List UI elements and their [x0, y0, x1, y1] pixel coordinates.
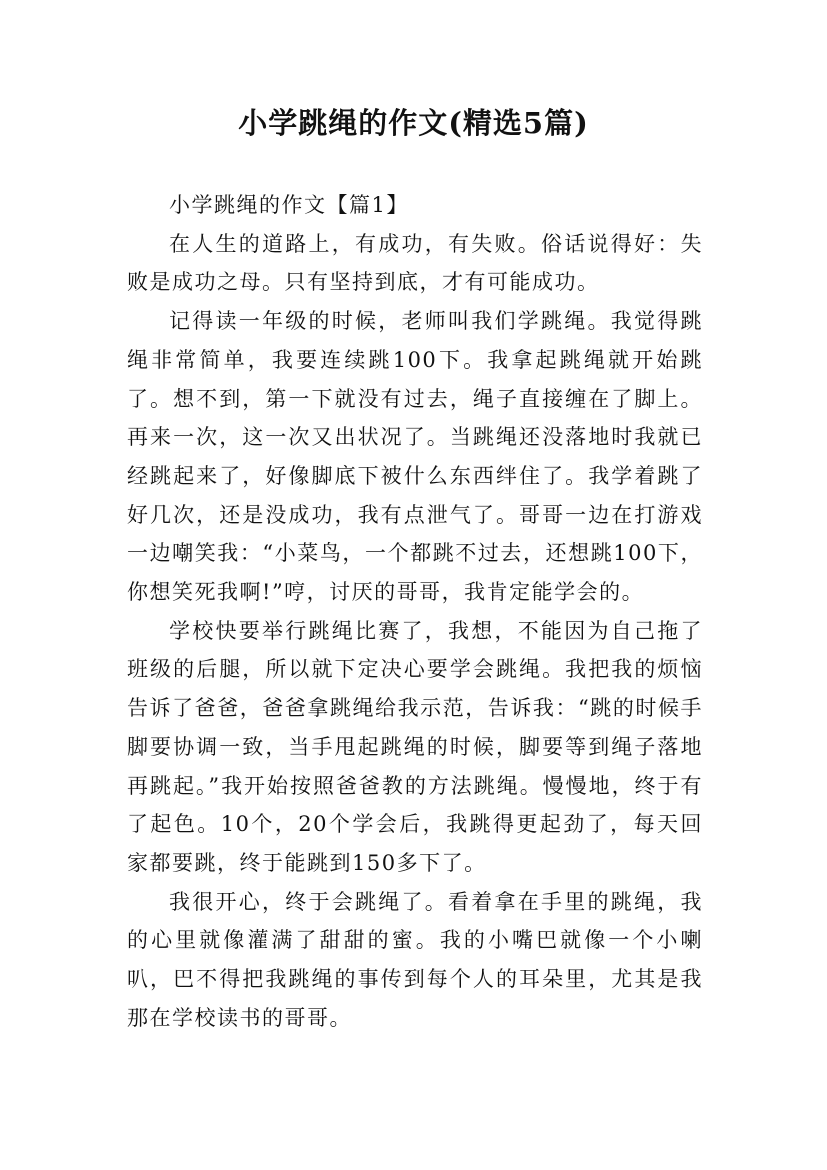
paragraph-2: 记得读一年级的时候，老师叫我们学跳绳。我觉得跳绳非常简单，我要连续跳100下。我拿起跳绳就开始跳了。想不到，第一下就没有过去，绳子直接缠在了脚上。再来一次，这一次又出状况了。当跳绳还没落地时我就已经跳起来了，好像脚底下被什么东西绊住了。我学着跳了好几次，还是没成功，我有点泄气了。哥哥一边在打游戏一边嘲笑我：“小菜鸟，一个都跳不过去，还想跳100下，你想笑死我啊!”哼，讨厌的哥哥，我肯定能学会的。: [127, 309, 703, 605]
paragraph-4: 我很开心，终于会跳绳了。看着拿在手里的跳绳，我的心里就像灌满了甜甜的蜜。我的小嘴巴就像一个小喇叭，巴不得把我跳绳的事传到每个人的耳朵里，尤其是我那在学校读书的哥哥。: [127, 889, 703, 1030]
paragraph-1: 在人生的道路上，有成功，有失败。俗话说得好：失败是成功之母。只有坚持到底，才有可能成功。: [127, 231, 703, 295]
article-body: [127, 186, 703, 1037]
document-title: 小学跳绳的作文(精选5篇): [238, 106, 589, 140]
section-heading: 小学跳绳的作文【篇1】: [169, 193, 409, 217]
paragraph-3: 学校快要举行跳绳比赛了，我想，不能因为自己拖了班级的后腿，所以就下定决心要学会跳绳。我把我的烦恼告诉了爸爸，爸爸拿跳绳给我示范，告诉我：“跳的时候手脚要协调一致，当手甩起跳绳的时候，脚要等到绳子落地再跳起。”我开始按照爸爸教的方法跳绳。慢慢地，终于有了起色。10个，20个学会后，我跳得更起劲了，每天回家都要跳，终于能跳到150多下了。: [127, 618, 703, 875]
